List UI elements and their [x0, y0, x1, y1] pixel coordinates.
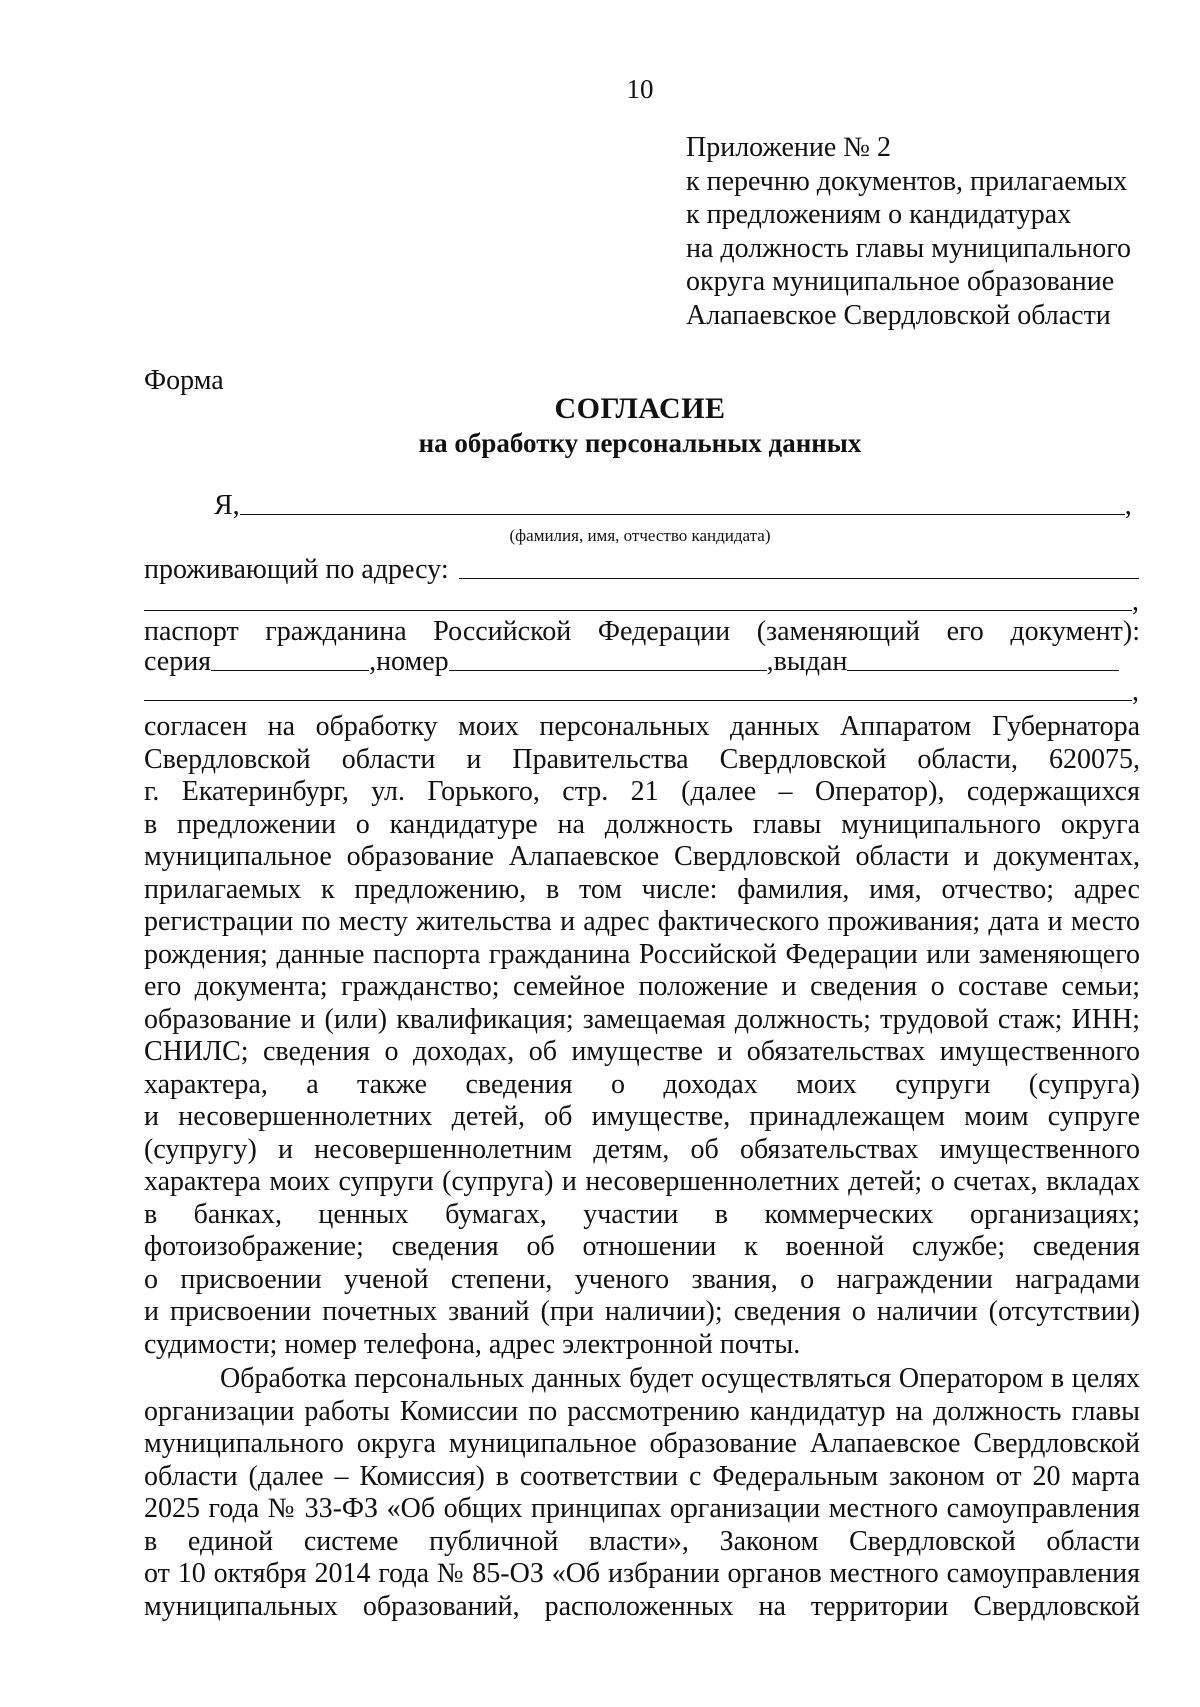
- appendix-line: Приложение № 2: [686, 132, 891, 163]
- text-line: 2025 года № 33-ФЗ «Об общих принципах организации местного самоуправления: [144, 1493, 1140, 1524]
- appendix-line: Алапаевское Свердловской области: [686, 299, 1111, 331]
- appendix-header: [686, 131, 1131, 333]
- text-line: СНИЛС; сведения о доходах, об имуществе и обязательствах имущественного: [144, 1036, 1140, 1067]
- document-subtitle: на обработку персональных данных: [418, 428, 862, 458]
- text-line: области (далее – Комиссия) в соответствии с Федеральным законом от 20 марта: [144, 1460, 1140, 1492]
- address-field-row: [144, 554, 1139, 586]
- issued-label: ,выдан: [766, 646, 848, 677]
- text-line: о присвоении ученой степени, ученого звания, о награждении наградами: [144, 1263, 1140, 1295]
- address-blank-line-2[interactable]: [144, 610, 1132, 611]
- issued-continuation-row: [144, 676, 1139, 708]
- text-line: (супругу) и несовершеннолетним детям, об обязательствах имущественного: [144, 1133, 1140, 1165]
- text-line: муниципального округа муниципальное образование Алапаевское Свердловской: [144, 1428, 1140, 1459]
- issued-suffix: ,: [1132, 676, 1139, 707]
- address-label: проживающий по адресу:: [144, 554, 449, 585]
- address-continuation-row: [144, 586, 1139, 618]
- form-label: Форма: [144, 365, 224, 396]
- address-blank-line[interactable]: [459, 578, 1139, 579]
- text-line: образование и (или) квалификация; замещаемая должность; трудовой стаж; ИНН;: [144, 1003, 1140, 1035]
- issued-blank-line-2[interactable]: [144, 700, 1132, 701]
- page-number: 10: [626, 74, 654, 104]
- name-caption: (фамилия, имя, отчество кандидата): [509, 526, 771, 545]
- text-line: его документа; гражданство; семейное положение и сведения о составе семьи;: [144, 971, 1140, 1002]
- address-suffix: ,: [1132, 586, 1139, 617]
- name-field-row: [214, 490, 1132, 522]
- text-line: характера моих супруги (супруга) и несовершеннолетних детей; о счетах, вкладах: [144, 1166, 1140, 1197]
- text-line: регистрации по месту жительства и адрес фактического проживания; дата и место: [144, 906, 1140, 937]
- appendix-line: на должность главы муниципального: [686, 232, 1132, 264]
- number-label: ,номер: [369, 646, 449, 677]
- series-blank-line[interactable]: [211, 670, 369, 671]
- passport-details-row: [144, 646, 1119, 678]
- text-line: Обработка персональных данных будет осуществляться Оператором в целях: [220, 1363, 1140, 1394]
- text-line: Свердловской области и Правительства Свердловской области, 620075,: [144, 743, 1140, 775]
- text-line: муниципальное образование Алапаевское Свердловской области и документах,: [144, 841, 1140, 872]
- name-suffix: ,: [1124, 490, 1132, 521]
- text-line: организации работы Комиссии по рассмотрению кандидатур на должность главы: [144, 1395, 1140, 1427]
- text-line: в единой системе публичной власти», Законом Свердловской области: [144, 1525, 1140, 1557]
- text-line: и несовершеннолетних детей, об имуществе, принадлежащем моим супруге: [144, 1101, 1140, 1132]
- issued-blank-line[interactable]: [847, 670, 1119, 671]
- appendix-line: к перечню документов, прилагаемых: [686, 165, 1128, 197]
- text-line: рождения; данные паспорта гражданина Российской Федерации или заменяющего: [144, 938, 1140, 970]
- text-line: прилагаемых к предложению, в том числе: фамилия, имя, отчество; адрес: [144, 873, 1140, 905]
- number-blank-line[interactable]: [449, 670, 767, 671]
- passport-line: паспорт гражданина Российской Федерации (заменяющий его документ):: [144, 616, 1140, 647]
- document-title: СОГЛАСИЕ: [554, 392, 726, 425]
- appendix-line: к предложениям о кандидатурах: [686, 199, 1072, 231]
- text-line: в предложении о кандидатуре на должность главы муниципального округа: [144, 808, 1140, 840]
- appendix-line: округа муниципальное образование: [686, 266, 1115, 298]
- text-line: и присвоении почетных званий (при наличии); сведения о наличии (отсутствии): [144, 1296, 1140, 1327]
- text-line: фотоизображение; сведения об отношении к военной службе; сведения: [144, 1231, 1140, 1262]
- text-line: муниципальных образований, расположенных на территории Свердловской: [144, 1590, 1140, 1622]
- name-prefix: Я,: [214, 490, 240, 521]
- text-line: согласен на обработку моих персональных данных Аппаратом Губернатора: [144, 711, 1140, 742]
- text-line: в банках, ценных бумагах, участии в коммерческих организациях;: [144, 1198, 1140, 1230]
- series-label: серия: [144, 646, 212, 677]
- text-line: г. Екатеринбург, ул. Горького, стр. 21 (далее – Оператор), содержащихся: [144, 776, 1140, 807]
- text-line: от 10 октября 2014 года № 85-ОЗ «Об избрании органов местного самоуправления: [144, 1558, 1140, 1589]
- text-line: характера, а также сведения о доходах моих супруги (супруга): [144, 1068, 1140, 1100]
- text-line: судимости; номер телефона, адрес электронной почты.: [144, 1328, 801, 1360]
- name-blank-line[interactable]: [240, 514, 1125, 515]
